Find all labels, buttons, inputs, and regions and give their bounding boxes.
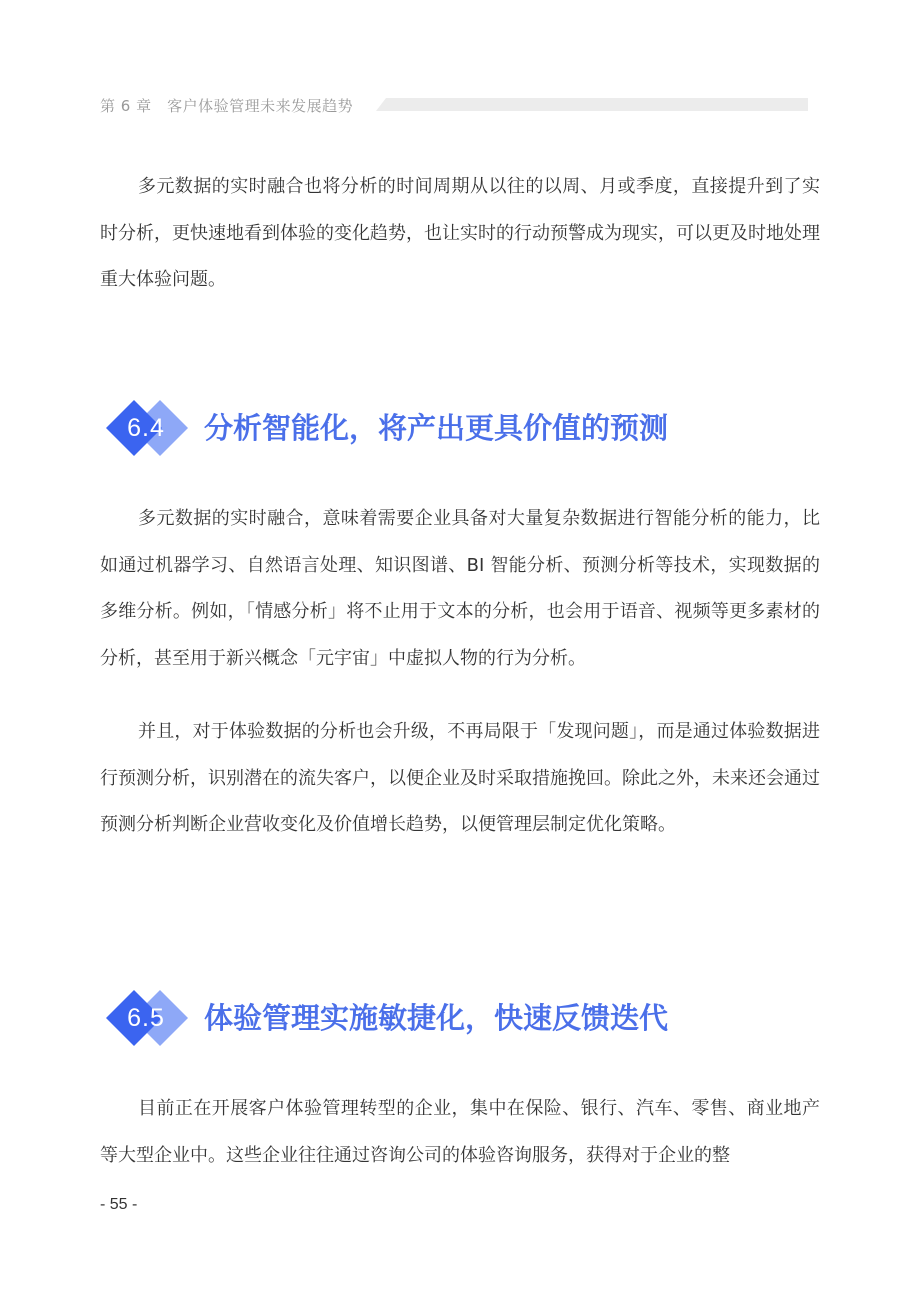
- paragraph-cx-transformation: 目前正在开展客户体验管理转型的企业，集中在保险、银行、汽车、零售、商业地产等大型企业中。这些企业往往通过咨询公司的体验咨询服务，获得对于企业的整: [100, 1098, 820, 1166]
- section-badge: [104, 398, 190, 458]
- paragraph-realtime-fusion: 多元数据的实时融合也将分析的时间周期从以往的以周、月或季度，直接提升到了实时分析，更快速地看到体验的变化趋势，也让实时的行动预警成为现实，可以更及时地处理重大体验问题。: [100, 176, 820, 290]
- section-badge: [104, 988, 190, 1048]
- paragraph-predictive-analysis: 并且，对于体验数据的分析也会升级，不再局限于「发现问题」，而是通过体验数据进行预测分析，识别潜在的流失客户，以便企业及时采取措施挽回。除此之外，未来还会通过预测分析判断企业营收变化及价值增长趋势，以便管理层制定优化策略。: [100, 721, 820, 835]
- section-title: 体验管理实施敏捷化，快速反馈迭代: [204, 1001, 669, 1035]
- section-number: 6.5: [127, 1004, 165, 1032]
- section-number: 6.4: [127, 414, 165, 442]
- page-number: - 55 -: [100, 1196, 138, 1213]
- section-6-5-heading: [104, 988, 804, 1048]
- header-decor-bar: [376, 98, 808, 111]
- paragraph-intelligent-analysis: 多元数据的实时融合，意味着需要企业具备对大量复杂数据进行智能分析的能力，比如通过机器学习、自然语言处理、知识图谱、BI 智能分析、预测分析等技术，实现数据的多维分析。例如，「情感分析」将不止用于文本的分析，也会用于语音、视频等更多素材的分析，甚至用于新兴概念「元宇宙」中虚拟人物的行为分析。: [100, 508, 820, 669]
- section-6-4-heading: [104, 398, 804, 458]
- chapter-title: 第 6 章 客户体验管理未来发展趋势: [100, 97, 354, 115]
- section-title: 分析智能化，将产出更具价值的预测: [204, 411, 669, 445]
- chapter-header: [100, 93, 808, 117]
